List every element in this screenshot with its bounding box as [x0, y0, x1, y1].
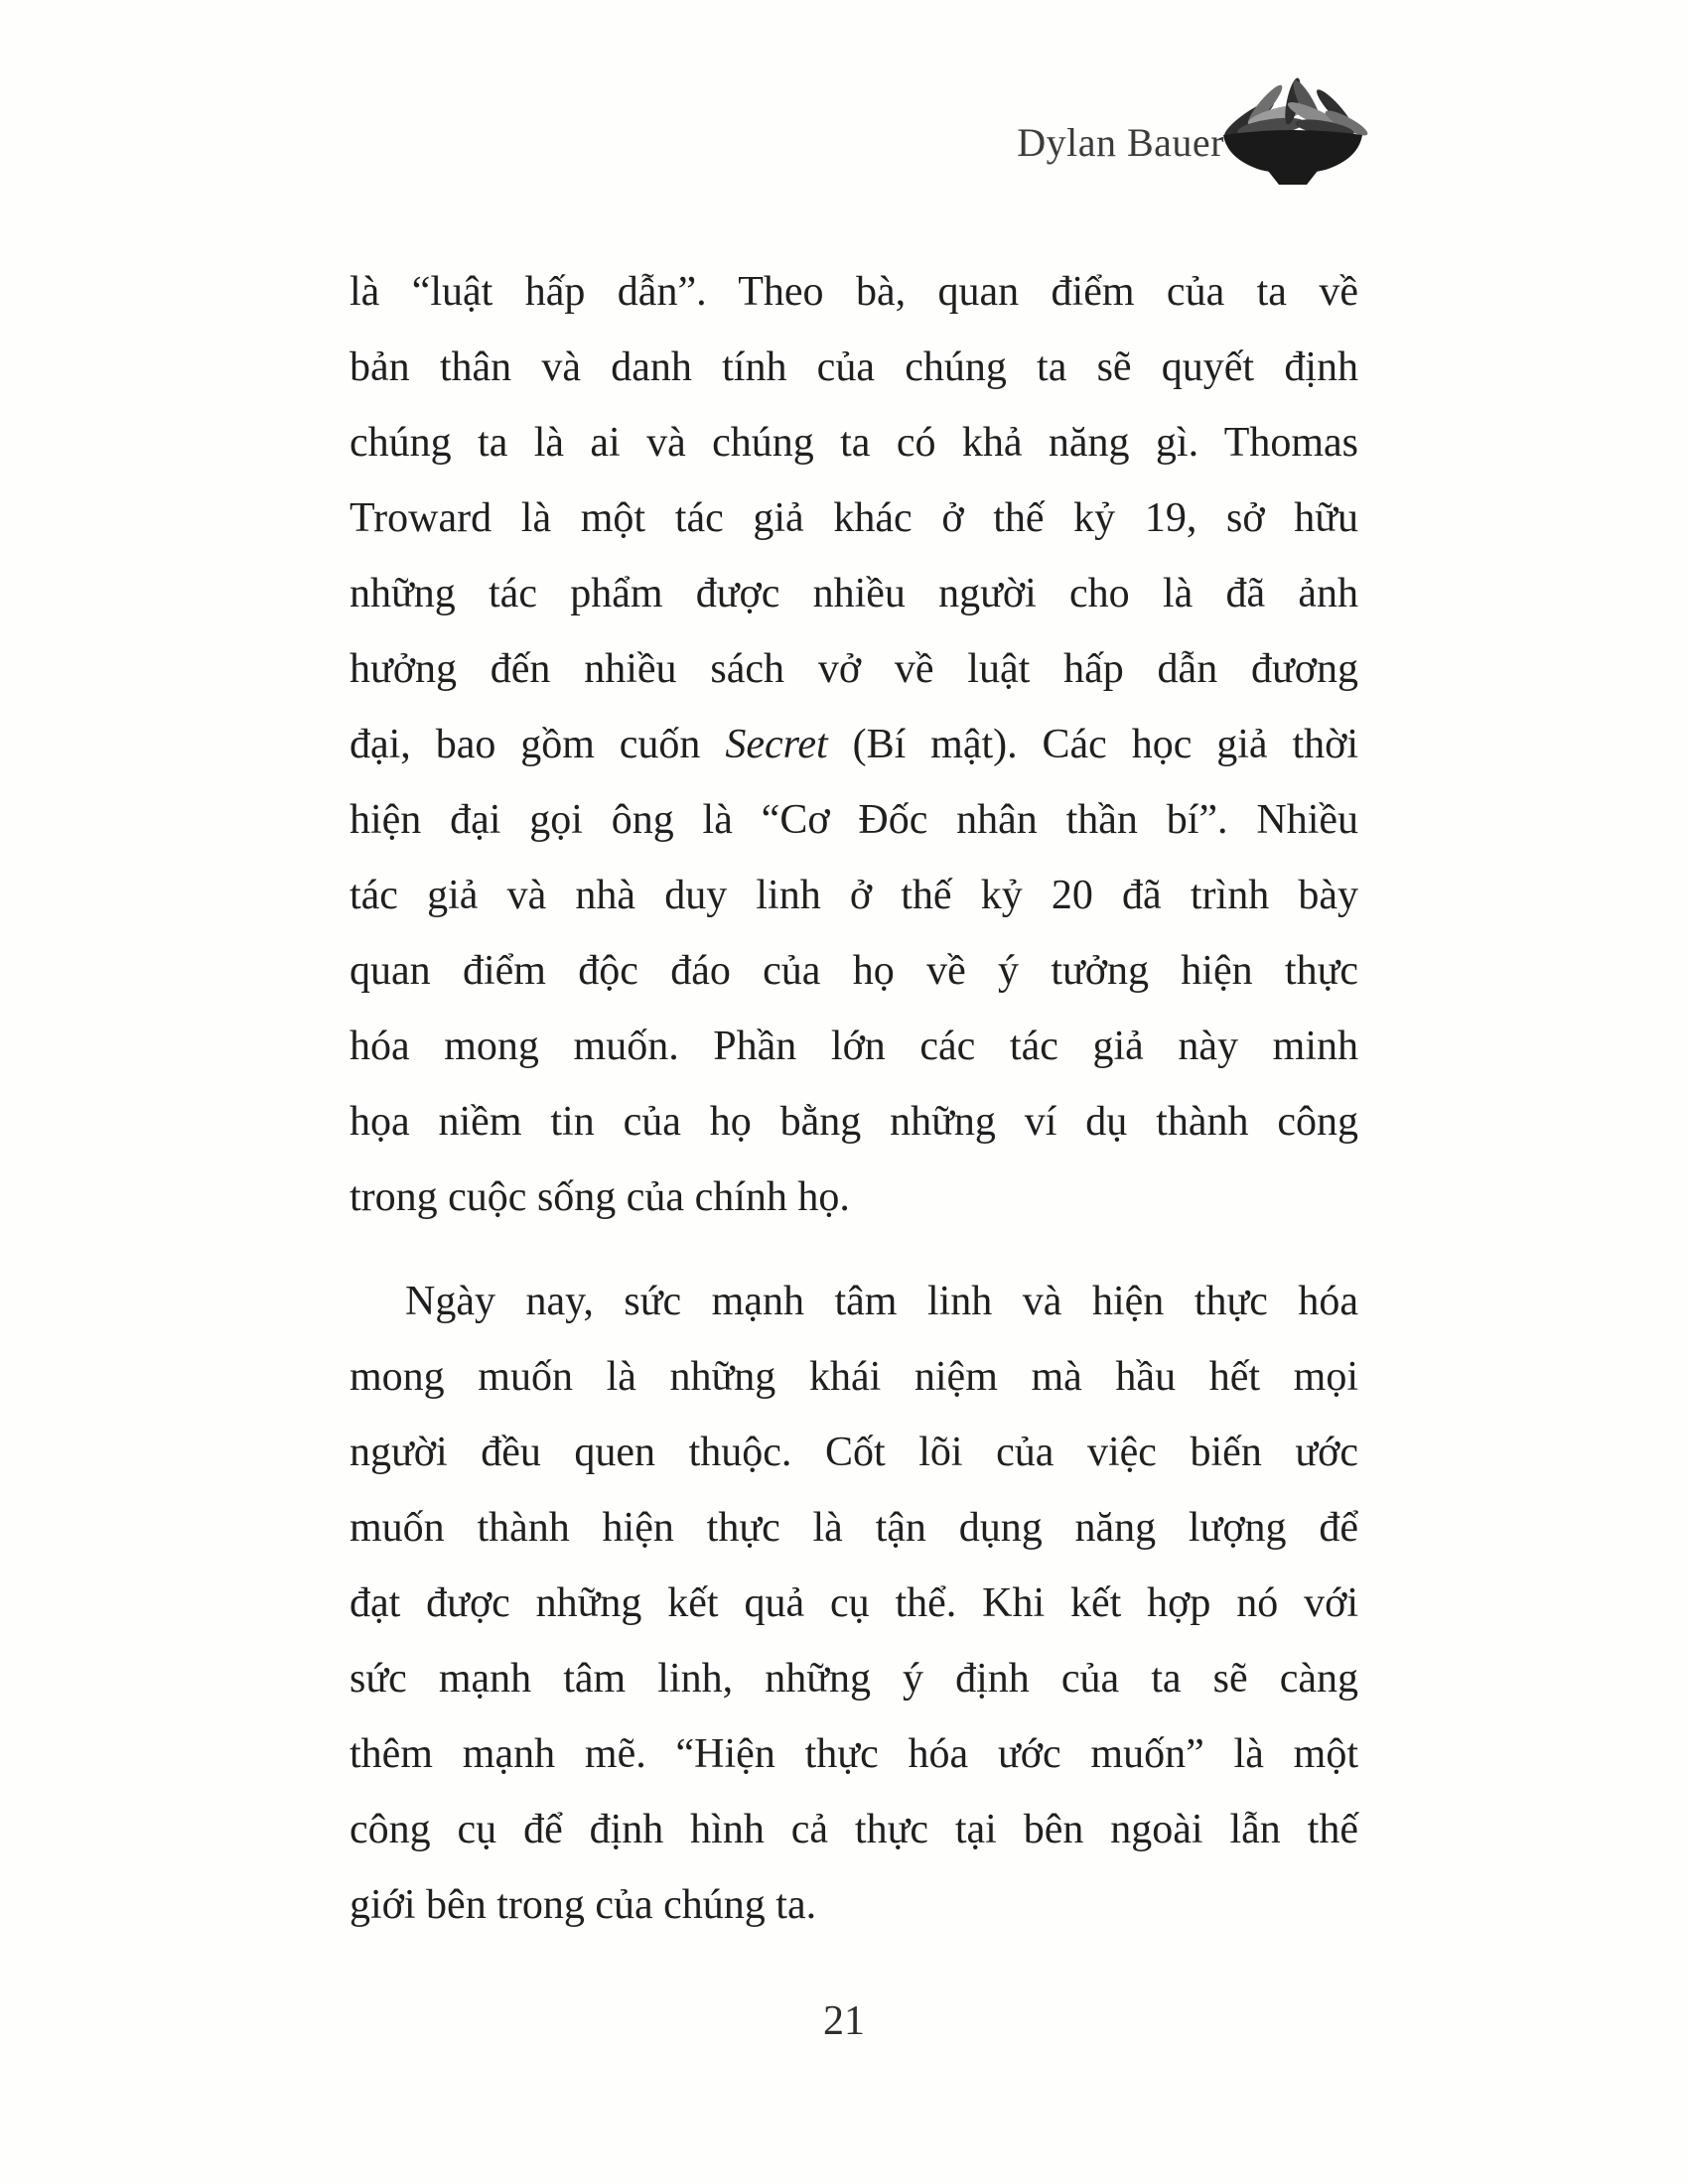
author-name: Dylan Bauer	[1017, 120, 1224, 165]
paragraph	[350, 1264, 1358, 1943]
paragraph	[350, 254, 1358, 1235]
text-line: trong cuộc sống của chính họ.	[350, 1174, 850, 1220]
text-line: sức mạnh tâm linh, những ý định của ta sẽ càng	[350, 1656, 1358, 1702]
text-line: họa niềm tin của họ bằng những ví dụ thành công	[350, 1099, 1358, 1145]
text-line: công cụ để định hình cả thực tại bên ngoài lẫn thế	[350, 1807, 1358, 1852]
text-line: là “luật hấp dẫn”. Theo bà, quan điểm của ta về	[350, 269, 1358, 315]
text-line: thêm mạnh mẽ. “Hiện thực hóa ước muốn” là một	[350, 1731, 1358, 1777]
text-line: hiện đại gọi ông là “Cơ Đốc nhân thần bí”. Nhiều	[350, 797, 1358, 843]
text-line: đại, bao gồm cuốn Secret (Bí mật). Các học giả thời	[350, 722, 1358, 767]
leaf-bowl-icon	[1213, 75, 1372, 189]
text-line: Troward là một tác giả khác ở thế kỷ 19, sở hữu	[350, 495, 1358, 541]
text-line: chúng ta là ai và chúng ta có khả năng gì. Thomas	[350, 420, 1358, 466]
text-line: tác giả và nhà duy linh ở thế kỷ 20 đã trình bày	[350, 873, 1358, 918]
body-text	[350, 254, 1358, 1943]
text-line: hưởng đến nhiều sách vở về luật hấp dẫn đương	[350, 646, 1358, 692]
text-line: bản thân và danh tính của chúng ta sẽ quyết định	[350, 344, 1358, 390]
text-line: đạt được những kết quả cụ thể. Khi kết hợp nó với	[350, 1580, 1358, 1626]
text-line: mong muốn là những khái niệm mà hầu hết mọi	[350, 1354, 1358, 1400]
text-line: muốn thành hiện thực là tận dụng năng lượng để	[350, 1505, 1358, 1551]
text-line: giới bên trong của chúng ta.	[350, 1882, 817, 1928]
page-number: 21	[823, 1998, 865, 2044]
text-line: những tác phẩm được nhiều người cho là đã ảnh	[350, 571, 1358, 616]
text-line: hóa mong muốn. Phần lớn các tác giả này minh	[350, 1024, 1358, 1069]
text-line: Ngày nay, sức mạnh tâm linh và hiện thực hóa	[405, 1279, 1358, 1324]
text-line: quan điểm độc đáo của họ về ý tưởng hiện thực	[350, 948, 1358, 994]
text-line: người đều quen thuộc. Cốt lõi của việc biến ước	[350, 1430, 1358, 1475]
